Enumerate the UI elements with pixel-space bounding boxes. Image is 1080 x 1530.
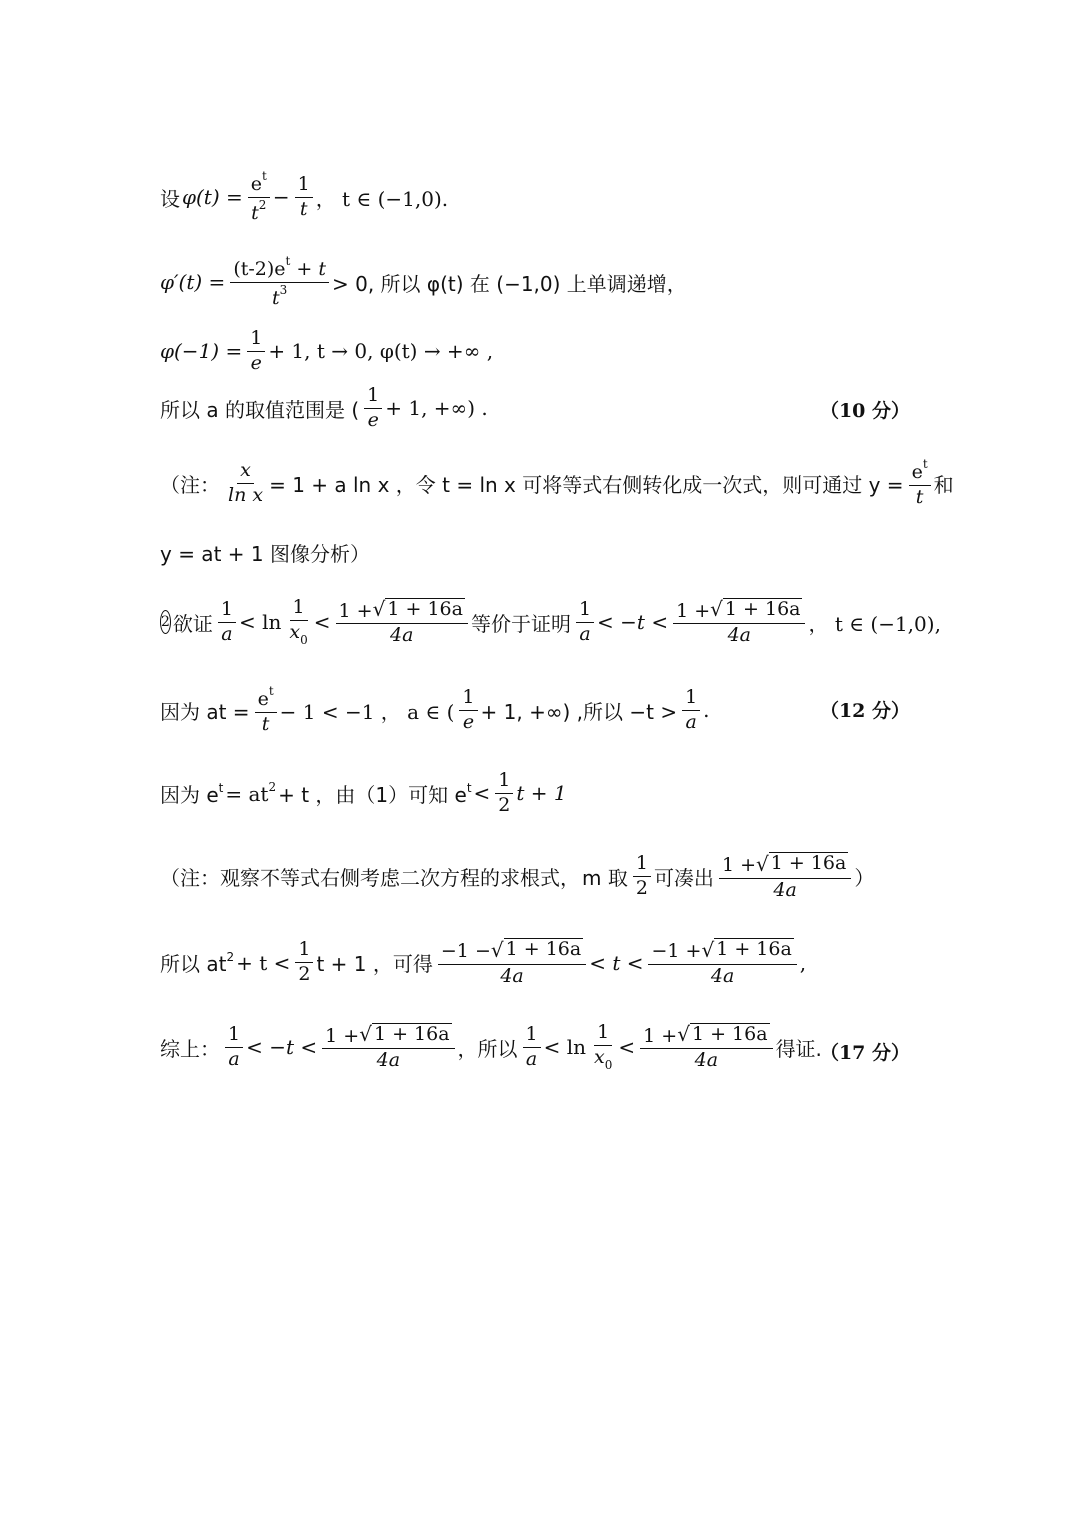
score-12: （12 分）: [819, 700, 910, 722]
fraction: $\frac{e^t}{t^2}$: [248, 170, 270, 225]
fraction: 1 + √ 1 + 16a 4a: [719, 852, 851, 902]
fraction: $\frac{x}{\text{ln x}}$: [228, 459, 264, 506]
fraction: $\frac{1}{x_0}$: [289, 596, 308, 647]
fraction: $\frac{1}{2}$: [633, 853, 651, 900]
fraction: $\frac{1}{e}$: [459, 687, 477, 734]
line-3: φ(−1) = $\frac{1}{e}$ + 1, t → 0, φ(t) → +∞ ,: [160, 327, 494, 374]
fraction: $\frac{1}{a}$: [523, 1024, 541, 1071]
fraction: $\frac{1}{a}$: [682, 687, 700, 734]
line-11: 所以 $at^2$ + t < $\frac{1}{2}$ t + 1 ，可得 −1 − √ 1 + 16a 4a < t < −1 + √ 1 + 16a 4a ,: [160, 937, 807, 987]
fraction: $\frac{1}{e}$: [247, 328, 265, 375]
fraction: −1 + √ 1 + 16a 4a: [648, 938, 796, 988]
circled-number: 2: [160, 610, 171, 634]
score-17: （17 分）: [819, 1042, 910, 1064]
line-6: y = at + 1 图像分析）: [160, 542, 370, 566]
fraction: 1 + √ 1 + 16a 4a: [336, 598, 468, 648]
line-4: 所以 a 的取值范围是 ( $\frac{1}{e}$ + 1, +∞) .: [160, 384, 488, 431]
fraction: $\frac{1}{e}$: [364, 385, 382, 432]
fraction: $\frac{1}{2}$: [495, 770, 513, 817]
line-1: 设 φ(t) = $\frac{e^t}{t^2}$ − $\frac{1}{t}$ ， t ∈ (−1,0).: [160, 169, 449, 224]
line-7: 2 欲证 $\frac{1}{a}$ < ln $\frac{1}{x_0}$ < 1 + √ 1 + 16a 4a 等价于证明 $\frac{1}{a}$ < −t < 1 + √ 1 + 16a 4a ， t ∈ (−1,0),: [161, 596, 941, 647]
fraction: $\frac{1}{a}$: [576, 599, 594, 646]
line-8: 因为 at = $\frac{e^t}{t}$ − 1 < −1 ， a ∈ ( $\frac{1}{e}$ + 1, +∞) ,所以 −t > $\frac{1}{a}$ .: [160, 684, 710, 735]
score-10: （10 分）: [819, 400, 910, 422]
fraction: 1 + √ 1 + 16a 4a: [322, 1023, 454, 1073]
line-10: （注：观察不等式右侧考虑二次方程的求根式， m 取 $\frac{1}{2}$ 可凑出 1 + √ 1 + 16a 4a ）: [160, 851, 875, 901]
math: φ(t) =: [182, 185, 243, 210]
fraction: $\frac{1}{a}$: [218, 599, 236, 646]
fraction: $\frac{e^t}{t}$: [255, 685, 277, 736]
fraction: −1 − √ 1 + 16a 4a: [438, 938, 586, 988]
line-12: 综上： $\frac{1}{a}$ < −t < 1 + √ 1 + 16a 4a ，所以 $\frac{1}{a}$ < ln $\frac{1}{x_0}$ < 1 + √ 1 + 16a 4a 得证.: [160, 1021, 822, 1072]
line-5: （注： $\frac{x}{\text{ln x}}$ = 1 + a ln x ，令 t = ln x 可将等式右侧转化成一次式，则可通过 y = $\frac{e^t}{t}$ 和: [160, 457, 954, 508]
fraction: $\frac{1}{t}$: [295, 174, 313, 221]
line-2: φ′(t) = $\frac{(t-2)e^t + t}{t^3}$ > 0, 所以 φ(t) 在 (−1,0) 上单调递增，: [160, 254, 687, 309]
fraction: $\frac{1}{x_0}$: [594, 1021, 613, 1072]
fraction: $\frac{1}{2}$: [295, 939, 313, 986]
line-9: 因为 $e^t$ = $at^2$ + t ，由（1）可知 $e^t$ < $\frac{1}{2}$ t + 1: [160, 769, 567, 816]
fraction: $\frac{1}{a}$: [225, 1024, 243, 1071]
fraction: 1 + √ 1 + 16a 4a: [673, 598, 805, 648]
text: 设: [160, 186, 180, 211]
fraction: $\frac{e^t}{t}$: [909, 458, 931, 509]
fraction: $\frac{(t-2)e^t + t}{t^3}$: [230, 255, 329, 310]
fraction: 1 + √ 1 + 16a 4a: [640, 1023, 772, 1073]
